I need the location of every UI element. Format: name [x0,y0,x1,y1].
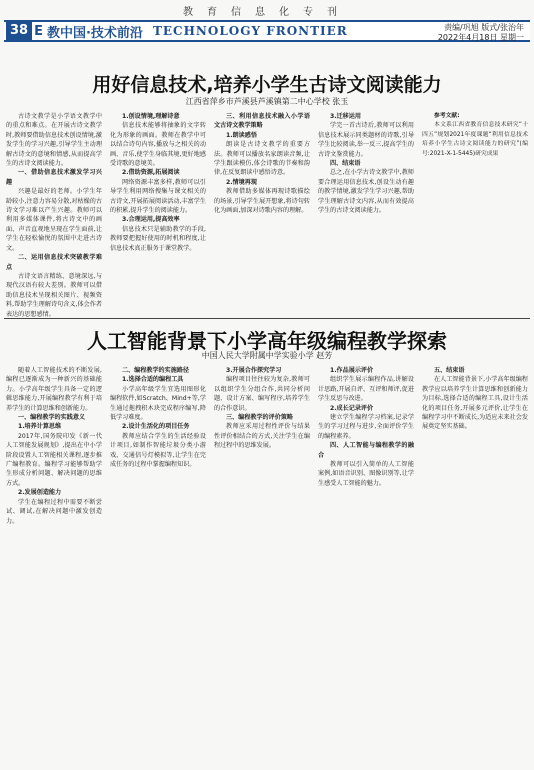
paragraph: 教师应采用过程性评价与结果性评价相结合的方式,关注学生在编程过程中的思维发展。 [214,423,310,450]
paragraph: 五、结束语 [434,367,465,374]
paragraph: 1.选择合适的编程工具 [122,376,184,384]
paragraph: 二、编程教学的实施路径 [122,367,190,374]
article2-col1 [6,366,102,766]
paragraph: 2.情境再现 [226,178,257,186]
paragraph: 1.创设情境,理解诗意 [122,113,180,120]
paragraph: 兴趣是最好的老师。小学生年龄较小,注意力容易分散,对枯燥的古诗文学习难以产生兴趣。教师可以利用多媒体课件,将古诗文中的画面、声音直观地呈现在学生面前,让学生在轻松愉悦的氛围中走进古诗文。 [6,188,102,252]
article1-col2 [110,112,206,320]
paragraph: 古诗文教学是小学语文教学中的重点和难点。在开展古诗文教学时,教师要借助信息技术创设情境,激发学生的学习兴趣,引导学生主动理解古诗文的意境和情感,从而提高学生的古诗文阅读能力。 [6,113,102,168]
paragraph: 学生在编程过程中需要不断尝试、调试,在解决问题中激发创造力。 [6,498,102,525]
header-band [4,20,530,42]
paragraph: 三、利用信息技术融入小学语文古诗文教学策略 [214,113,310,130]
article1-col4 [318,112,414,320]
paragraph: 总之,在小学古诗文教学中,教师要合理运用信息技术,创设生动有趣的教学情境,激发学生学习兴趣,帮助学生理解古诗文内容,从而有效提高学生的古诗文阅读能力。 [318,169,414,215]
article2-author: 中国人民大学附属中学实验小学 赵芳 [201,351,333,360]
editor-line: 责编/巩旭 版式/张治年 [444,23,524,32]
paragraph: 2.成长记录评价 [330,404,374,412]
paragraph: 学完一首古诗后,教师可以利用信息技术展示同类题材的诗歌,引导学生比较阅读,举一反三,提高学生的古诗文鉴赏能力。 [318,122,414,158]
article2-title: 人工智能背景下小学高年级编程教学探索 [87,329,447,353]
section-english: TECHNOLOGY FRONTIER [152,24,348,38]
paragraph: 网络资源丰富多样,教师可以引导学生利用网络搜集与课文相关的古诗文,开展拓展阅读活动,丰富学生的积累,提升学生的阅读能力。 [110,178,206,215]
article1-author: 江西省萍乡市芦溪县芦溪镇第二中心学校 张玉 [185,97,349,106]
paragraph: 古诗文语言精练、意境深远,与现代汉语有较大差别。教师可以借助信息技术呈现相关图片、视频资料,帮助学生理解诗句含义,体会作者表达的思想感情。 [6,272,102,318]
date-line: 2022年4月18日 星期一 [437,33,524,42]
paragraph: 编程项目往往较为复杂,教师可以组织学生分组合作,共同分析问题、设计方案、编写程序,培养学生的合作意识。 [214,376,310,412]
masthead: 教育信息化专刊 [183,7,351,18]
paragraph: 三、编程教学的评价策略 [226,414,294,422]
paragraph: 1.朗读感悟 [226,131,257,139]
paragraph: 二、运用信息技术突破教学难点 [6,254,102,271]
article2-col4 [318,366,414,766]
paragraph: 组织学生展示编程作品,讲解设计思路,开展自评、互评和师评,促进学生反思与改进。 [318,376,414,403]
paragraph: 2.发展创造能力 [18,489,62,497]
paragraph: 2017年,国务院印发《新一代人工智能发展规划》,提出在中小学阶段设置人工智能相关课程,逐步推广编程教育。编程学习能够帮助学生形成分析问题、解决问题的思维方式。 [6,432,102,487]
paragraph: 3.开展合作探究学习 [226,367,282,374]
paragraph: 一、借助信息技术激发学习兴趣 [6,169,102,186]
article1-col1 [6,112,102,320]
paragraph: 朗读是古诗文教学的重要方法。教师可以播放名家朗读音频,让学生跟读模仿,体会诗歌的节奏和韵律,在反复朗读中感悟诗意。 [214,141,310,177]
paragraph: 信息技术只是辅助教学的手段,教师要把握好使用的时机和程度,让信息技术真正服务于课堂教学。 [110,225,206,252]
paragraph: 1.培养计算思维 [18,423,62,431]
paragraph: 教师借助多媒体再现诗歌描绘的场景,引导学生展开想象,将诗句转化为画面,加深对诗歌内容的理解。 [214,188,310,215]
article1-col5 [422,112,528,320]
page-number: 38 [6,22,32,40]
section-title: 教中国·技术前沿 [46,25,143,41]
paragraph: 教师应结合学生的生活经验设计项目,如制作智能垃圾分类小游戏、交通信号灯模拟等,让学生在完成任务的过程中掌握编程知识。 [110,432,206,469]
paragraph: 2.设计生活化的项目任务 [122,423,190,431]
article2-col3 [214,366,310,766]
article2-col5 [422,366,528,766]
paragraph: 3.合理运用,提高效率 [122,216,180,224]
paragraph: 1.作品展示评价 [330,367,374,374]
paragraph: 信息技术能够将抽象的文字转化为形象的画面。教师在教学中可以结合诗句内容,播放与之相关的动画、音乐,使学生身临其境,更好地感受诗歌的意境美。 [110,122,206,168]
paragraph: 四、结束语 [330,160,361,168]
divider [4,318,530,319]
paragraph: 2.借助资源,拓展阅读 [122,169,180,177]
paragraph: 四、人工智能与编程教学的融合 [318,442,414,459]
paragraph: 参考文献: [434,113,460,119]
page-letter: E [34,23,43,39]
editor-info [438,23,524,43]
article1-title: 用好信息技术,培养小学生古诗文阅读能力 [92,74,442,96]
paragraph: 一、编程教学的实践意义 [18,414,86,422]
paragraph: 小学高年级学生宜选用图形化编程软件,如Scratch、Mind+等,学生通过拖拽积木块完成程序编写,降低学习难度。 [110,385,206,422]
paragraph: 教师可以引入简单的人工智能案例,如语音识别、图像识别等,让学生感受人工智能的魅力。 [318,461,414,487]
article2-col2 [110,366,206,766]
paragraph: 随着人工智能技术的不断发展,编程已逐渐成为一种新兴的基础能力。小学高年级学生具备一定的逻辑思维能力,开展编程教学有利于培养学生的计算思维和创新能力。 [6,367,102,412]
paragraph: 在人工智能背景下,小学高年级编程教学应以培养学生计算思维和创新能力为目标,选择合适的编程工具,设计生活化的项目任务,开展多元评价,让学生在编程学习中不断成长,为适应未来社会发展奠定坚实基础。 [422,376,528,431]
article1-col3 [214,112,310,320]
paragraph: 本文系江西省教育信息技术研究“十四五”规划2021年度课题“利用信息技术培养小学生古诗文阅读能力的研究”(编号:2021-X-1-5445)研究成果 [422,122,528,157]
paragraph: 建立学生编程学习档案,记录学生的学习过程与进步,全面评价学生的编程素养。 [318,414,414,440]
paragraph: 3.迁移运用 [330,113,361,120]
